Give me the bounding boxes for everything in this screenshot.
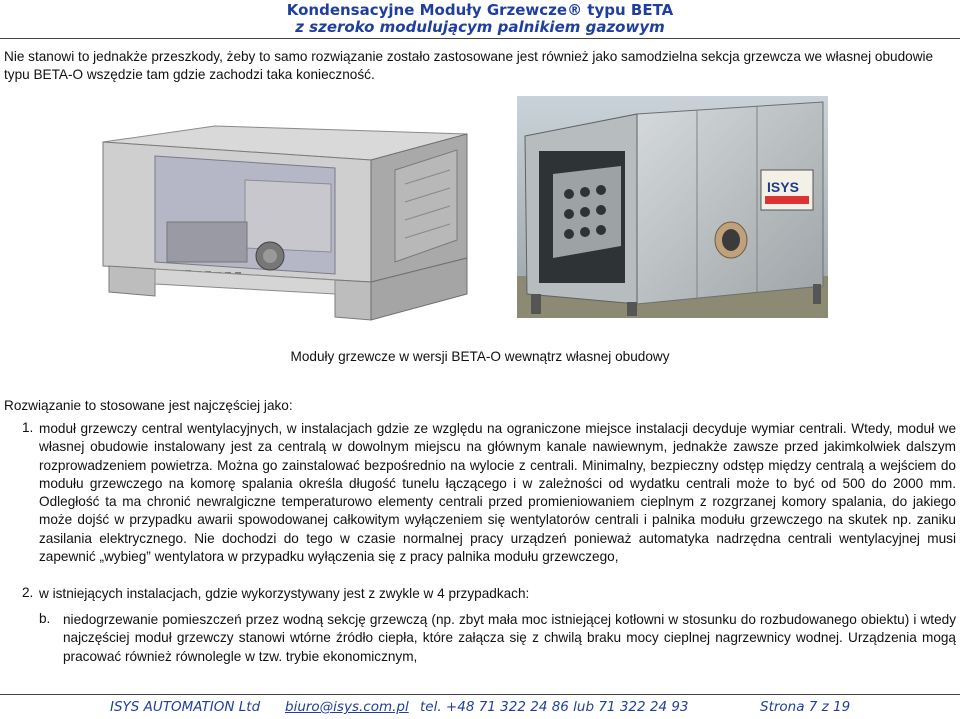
list-item-text: w istniejących instalacjach, gdzie wykorzystywany jest z zwykle w 4 przypadkach: bbox=[39, 586, 530, 601]
lead-text: Rozwiązanie to stosowane jest najczęściej jako: bbox=[4, 398, 293, 413]
footer-page-number: Strona 7 z 19 bbox=[760, 699, 851, 715]
sublist-letter: b. bbox=[39, 611, 51, 626]
list-number: 2. bbox=[22, 585, 34, 600]
footer-email-link[interactable]: biuro@isys.com.pl bbox=[285, 699, 409, 715]
cad-render-image bbox=[95, 124, 475, 328]
footer-phone: tel. +48 71 322 24 86 lub 71 322 24 93 bbox=[420, 699, 689, 715]
header-subtitle: z szeroko modulującym palnikiem gazowym bbox=[295, 18, 665, 36]
sublist-item-text: niedogrzewanie pomieszczeń przez wodną sekcję grzewczą (np. zbyt mała moc istniejącej kotłowni w stosunku do rozbudowanego obiektu) i wtedy najczęściej moduł grzewczy stanowi wtórne źródło ciepła, które załącza się z chwilą braku mocy cieplnej nagrzewnicy wodnej. Urządzenia mogą pracować również równolegle w tzw. trybie ekonomicznym, bbox=[63, 612, 956, 664]
footer-divider bbox=[0, 694, 960, 695]
header-divider bbox=[0, 38, 960, 39]
page-footer bbox=[0, 699, 960, 717]
document-header bbox=[0, 2, 960, 36]
header-title: Kondensacyjne Moduły Grzewcze® typu BETA bbox=[286, 1, 674, 19]
svg-text:ISYS: ISYS bbox=[767, 179, 799, 195]
photo-module-image bbox=[517, 96, 828, 318]
intro-paragraph: Nie stanowi to jednakże przeszkody, żeby to samo rozwiązanie zostało zastosowane jest również jako samodzielna sekcja grzewcza we własnej obudowie typu BETA-O wszędzie tam gdzie zachodzi taka konieczność. bbox=[4, 49, 934, 83]
figure-caption: Moduły grzewcze w wersji BETA-O wewnątrz własnej obudowy bbox=[290, 349, 670, 364]
footer-company: ISYS AUTOMATION Ltd bbox=[110, 699, 261, 715]
list-number: 1. bbox=[22, 420, 34, 435]
list-item-text: moduł grzewczy central wentylacyjnych, w instalacjach gdzie ze względu na ograniczone miejsce instalacji decyduje wymiar centrali. Wtedy, moduł we własnej obudowie instalowany jest za centralą w dowolnym miejscu na głównym kanale nawiewnym, jednakże zawsze przed jakimkolwiek dalszym rozprowadzeniem powietrza. Można go zainstalować bezpośrednio na wylocie z centrali. Minimalny, bezpieczny odstęp między centralą a wejściem do modułu grzewczego na komorę spalania określa długość tunelu łączącego i w zależności od wydatku centrali może to być od 500 do 2000 mm. Odległość ta ma chronić newralgiczne temperaturowo elementy centrali przed promieniowaniem cieplnym z rozgrzanej komory spalania, do jakiego może dojść w przypadku awarii spowodowanej całkowitym wyłączeniem się wentylatorów centrali i palnika modułu grzewczego na skutek np. zaniku zasilania elektrycznego. Nie dochodzi do tego w czasie normalnej pracy urządzeń ponieważ automatyka nadrzędna centrali wentylacyjnej musi zapewnić „wybieg” wentylatora w przypadku wyłączenia się z pracy palnika modułu grzewczego, bbox=[39, 421, 956, 565]
